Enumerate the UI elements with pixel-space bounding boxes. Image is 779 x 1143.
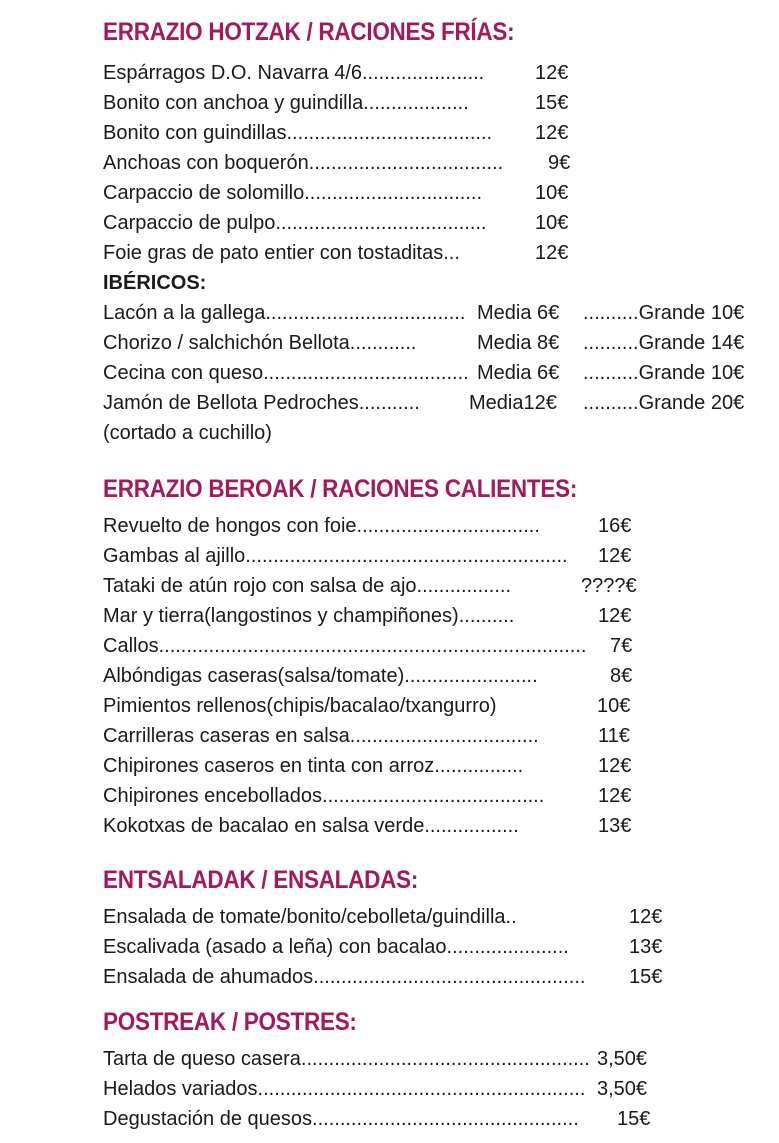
item-price: 15€ bbox=[629, 966, 663, 988]
item-name: Bonito con anchoa y guindilla................... bbox=[103, 92, 469, 114]
item-price-media: Media 6€ bbox=[477, 362, 560, 384]
iberico-item bbox=[103, 358, 773, 388]
item-name: Pimientos rellenos(chipis/bacalao/txangurro) bbox=[103, 695, 497, 717]
section-title: ERRAZIO BEROAK / RACIONES CALIENTES: bbox=[103, 475, 578, 503]
item-name: Ensalada de ahumados................................................. bbox=[103, 966, 586, 988]
item-price: 9€ bbox=[548, 152, 571, 174]
item-price-media: Media 6€ bbox=[477, 302, 560, 324]
item-name: Carrilleras caseras en salsa.................................. bbox=[103, 725, 539, 747]
item-price: 11€ bbox=[598, 725, 630, 747]
item-price: 13€ bbox=[598, 815, 632, 837]
menu-item bbox=[103, 58, 773, 88]
item-name: Bonito con guindillas..................................... bbox=[103, 122, 493, 144]
section-ensaladas bbox=[103, 858, 773, 992]
item-name: Albóndigas caseras(salsa/tomate)........................ bbox=[103, 665, 538, 687]
item-name: Callos............................................................................. bbox=[103, 635, 587, 657]
menu-item bbox=[103, 601, 773, 631]
item-name: Revuelto de hongos con foie................................. bbox=[103, 515, 540, 537]
menu-item bbox=[103, 691, 773, 721]
item-price: 10€ bbox=[535, 182, 569, 204]
item-name: Carpaccio de solomillo................................ bbox=[103, 182, 483, 204]
iberico-item bbox=[103, 328, 773, 358]
item-name: Lacón a la gallega.................................... bbox=[103, 302, 466, 324]
item-name: Chipirones caseros en tinta con arroz................ bbox=[103, 755, 524, 777]
item-price: 16€ bbox=[598, 515, 632, 537]
menu-item bbox=[103, 238, 773, 268]
item-price-media: Media12€ bbox=[469, 392, 557, 414]
section-raciones-frias bbox=[103, 10, 773, 448]
item-price: 12€ bbox=[598, 785, 632, 807]
menu-item bbox=[103, 661, 773, 691]
item-price: 12€ bbox=[535, 242, 569, 264]
item-price: 7€ bbox=[610, 635, 633, 657]
item-name: Escalivada (asado a leña) con bacalao...................... bbox=[103, 936, 569, 958]
menu-item bbox=[103, 962, 773, 992]
item-price: ????€ bbox=[581, 575, 637, 597]
item-name: Cecina con queso..................................... bbox=[103, 362, 469, 384]
menu-item bbox=[103, 902, 773, 932]
item-price: 3,50€ bbox=[597, 1048, 648, 1070]
section-title: POSTREAK / POSTRES: bbox=[103, 1008, 357, 1036]
menu-item bbox=[103, 571, 773, 601]
item-name: Degustación de quesos................................................ bbox=[103, 1108, 579, 1130]
menu-item bbox=[103, 178, 773, 208]
item-price: 12€ bbox=[598, 605, 632, 627]
subsection-title: IBÉRICOS: bbox=[103, 272, 207, 294]
item-price: 12€ bbox=[598, 755, 632, 777]
menu-item bbox=[103, 208, 773, 238]
item-name: Chorizo / salchichón Bellota............ bbox=[103, 332, 417, 354]
menu-item bbox=[103, 1044, 773, 1074]
item-price-grande: ..........Grande 14€ bbox=[583, 332, 745, 354]
section-raciones-calientes bbox=[103, 467, 773, 841]
menu-item bbox=[103, 88, 773, 118]
item-price: 10€ bbox=[535, 212, 569, 234]
item-name: Tarta de queso casera.................................................... bbox=[103, 1048, 590, 1070]
item-price: 13€ bbox=[629, 936, 663, 958]
item-price: 3,50€ bbox=[597, 1078, 648, 1100]
menu-item bbox=[103, 511, 773, 541]
item-name: Carpaccio de pulpo...................................... bbox=[103, 212, 487, 234]
item-name: Espárragos D.O. Navarra 4/6...................... bbox=[103, 62, 485, 84]
item-price: 12€ bbox=[629, 906, 663, 928]
item-name: Ensalada de tomate/bonito/cebolleta/guindilla.. bbox=[103, 906, 517, 928]
menu-item bbox=[103, 811, 773, 841]
item-price-grande: ..........Grande 10€ bbox=[583, 302, 745, 324]
item-name: Foie gras de pato entier con tostaditas... bbox=[103, 242, 460, 264]
iberico-item bbox=[103, 298, 773, 328]
item-price: 15€ bbox=[535, 92, 569, 114]
menu-item bbox=[103, 721, 773, 751]
section-postres bbox=[103, 1000, 773, 1134]
menu-item bbox=[103, 541, 773, 571]
iberico-item bbox=[103, 388, 773, 418]
menu-item bbox=[103, 631, 773, 661]
menu-item bbox=[103, 1074, 773, 1104]
item-price-grande: ..........Grande 10€ bbox=[583, 362, 745, 384]
section-title: ERRAZIO HOTZAK / RACIONES FRÍAS: bbox=[103, 18, 515, 46]
item-price: 12€ bbox=[598, 545, 632, 567]
item-price: 10€ bbox=[597, 695, 631, 717]
item-price-grande: ..........Grande 20€ bbox=[583, 392, 745, 414]
item-name: Mar y tierra(langostinos y champiñones).......... bbox=[103, 605, 515, 627]
item-name: Jamón de Bellota Pedroches........... bbox=[103, 392, 420, 414]
item-name: Helados variados........................................................... bbox=[103, 1078, 586, 1100]
menu-item bbox=[103, 1104, 773, 1134]
item-price-media: Media 8€ bbox=[477, 332, 560, 354]
menu-item bbox=[103, 118, 773, 148]
item-price: 12€ bbox=[535, 122, 569, 144]
item-price: 12€ bbox=[535, 62, 569, 84]
subsection-note: (cortado a cuchillo) bbox=[103, 422, 272, 444]
section-title: ENTSALADAK / ENSALADAS: bbox=[103, 866, 419, 894]
menu-item bbox=[103, 932, 773, 962]
item-price: 8€ bbox=[610, 665, 633, 687]
menu-item bbox=[103, 781, 773, 811]
item-name: Tataki de atún rojo con salsa de ajo................. bbox=[103, 575, 511, 597]
item-price: 15€ bbox=[617, 1108, 651, 1130]
item-name: Chipirones encebollados........................................ bbox=[103, 785, 545, 807]
item-name: Gambas al ajillo.......................................................... bbox=[103, 545, 568, 567]
menu-item bbox=[103, 751, 773, 781]
item-name: Kokotxas de bacalao en salsa verde................. bbox=[103, 815, 519, 837]
menu-item bbox=[103, 148, 773, 178]
item-name: Anchoas con boquerón................................... bbox=[103, 152, 504, 174]
